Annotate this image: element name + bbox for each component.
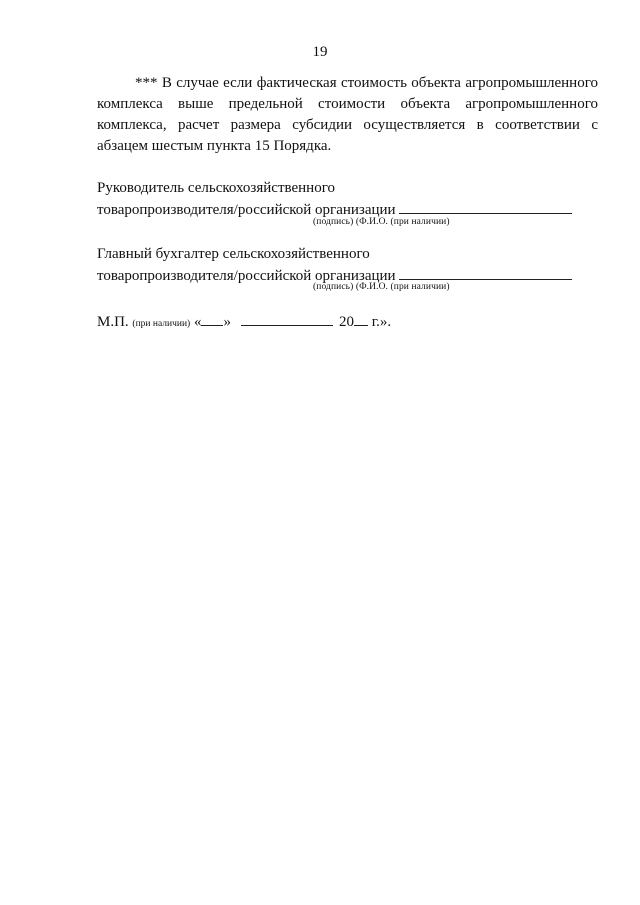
date-suffix: г.». [371,314,392,330]
month-blank[interactable] [241,312,333,326]
footnote-paragraph: *** В случае если фактическая стоимость объекта агропромышленного комплекса выше предельной стоимости объекта агропромышленного комплекса, расчет размера субсидии осуществляется в соответствии с абзацем шестым пункта 15 Порядка. [97,75,598,154]
signature-head-caption: (подпись) (Ф.И.О. (при наличии) [313,217,450,227]
signature-block-head [97,178,597,221]
signature-accountant-title-line1: Главный бухгалтер сельскохозяйственного [97,246,370,262]
year-blank[interactable] [354,312,368,326]
signature-accountant-title-line2-text: товаропроизводителя/российской организации [97,268,396,284]
page-number: 19 [312,44,328,60]
date-open-quote: « [193,314,202,330]
year-prefix: 20 [338,314,354,330]
signature-accountant-caption: (подпись) (Ф.И.О. (при наличии) [313,282,450,292]
stamp-label: М.П. [97,314,129,330]
signature-accountant-blank-line[interactable] [399,265,572,280]
signature-head-title-line1: Руководитель сельскохозяйственного [97,180,335,196]
stamp-date-line [97,312,391,335]
signature-head-blank-line[interactable] [399,199,572,214]
signature-head-title-line2-text: товаропроизводителя/российской организации [97,202,396,218]
date-close-quote: » [223,314,231,330]
day-blank[interactable] [201,312,223,326]
stamp-note: (при наличии) [132,319,191,329]
